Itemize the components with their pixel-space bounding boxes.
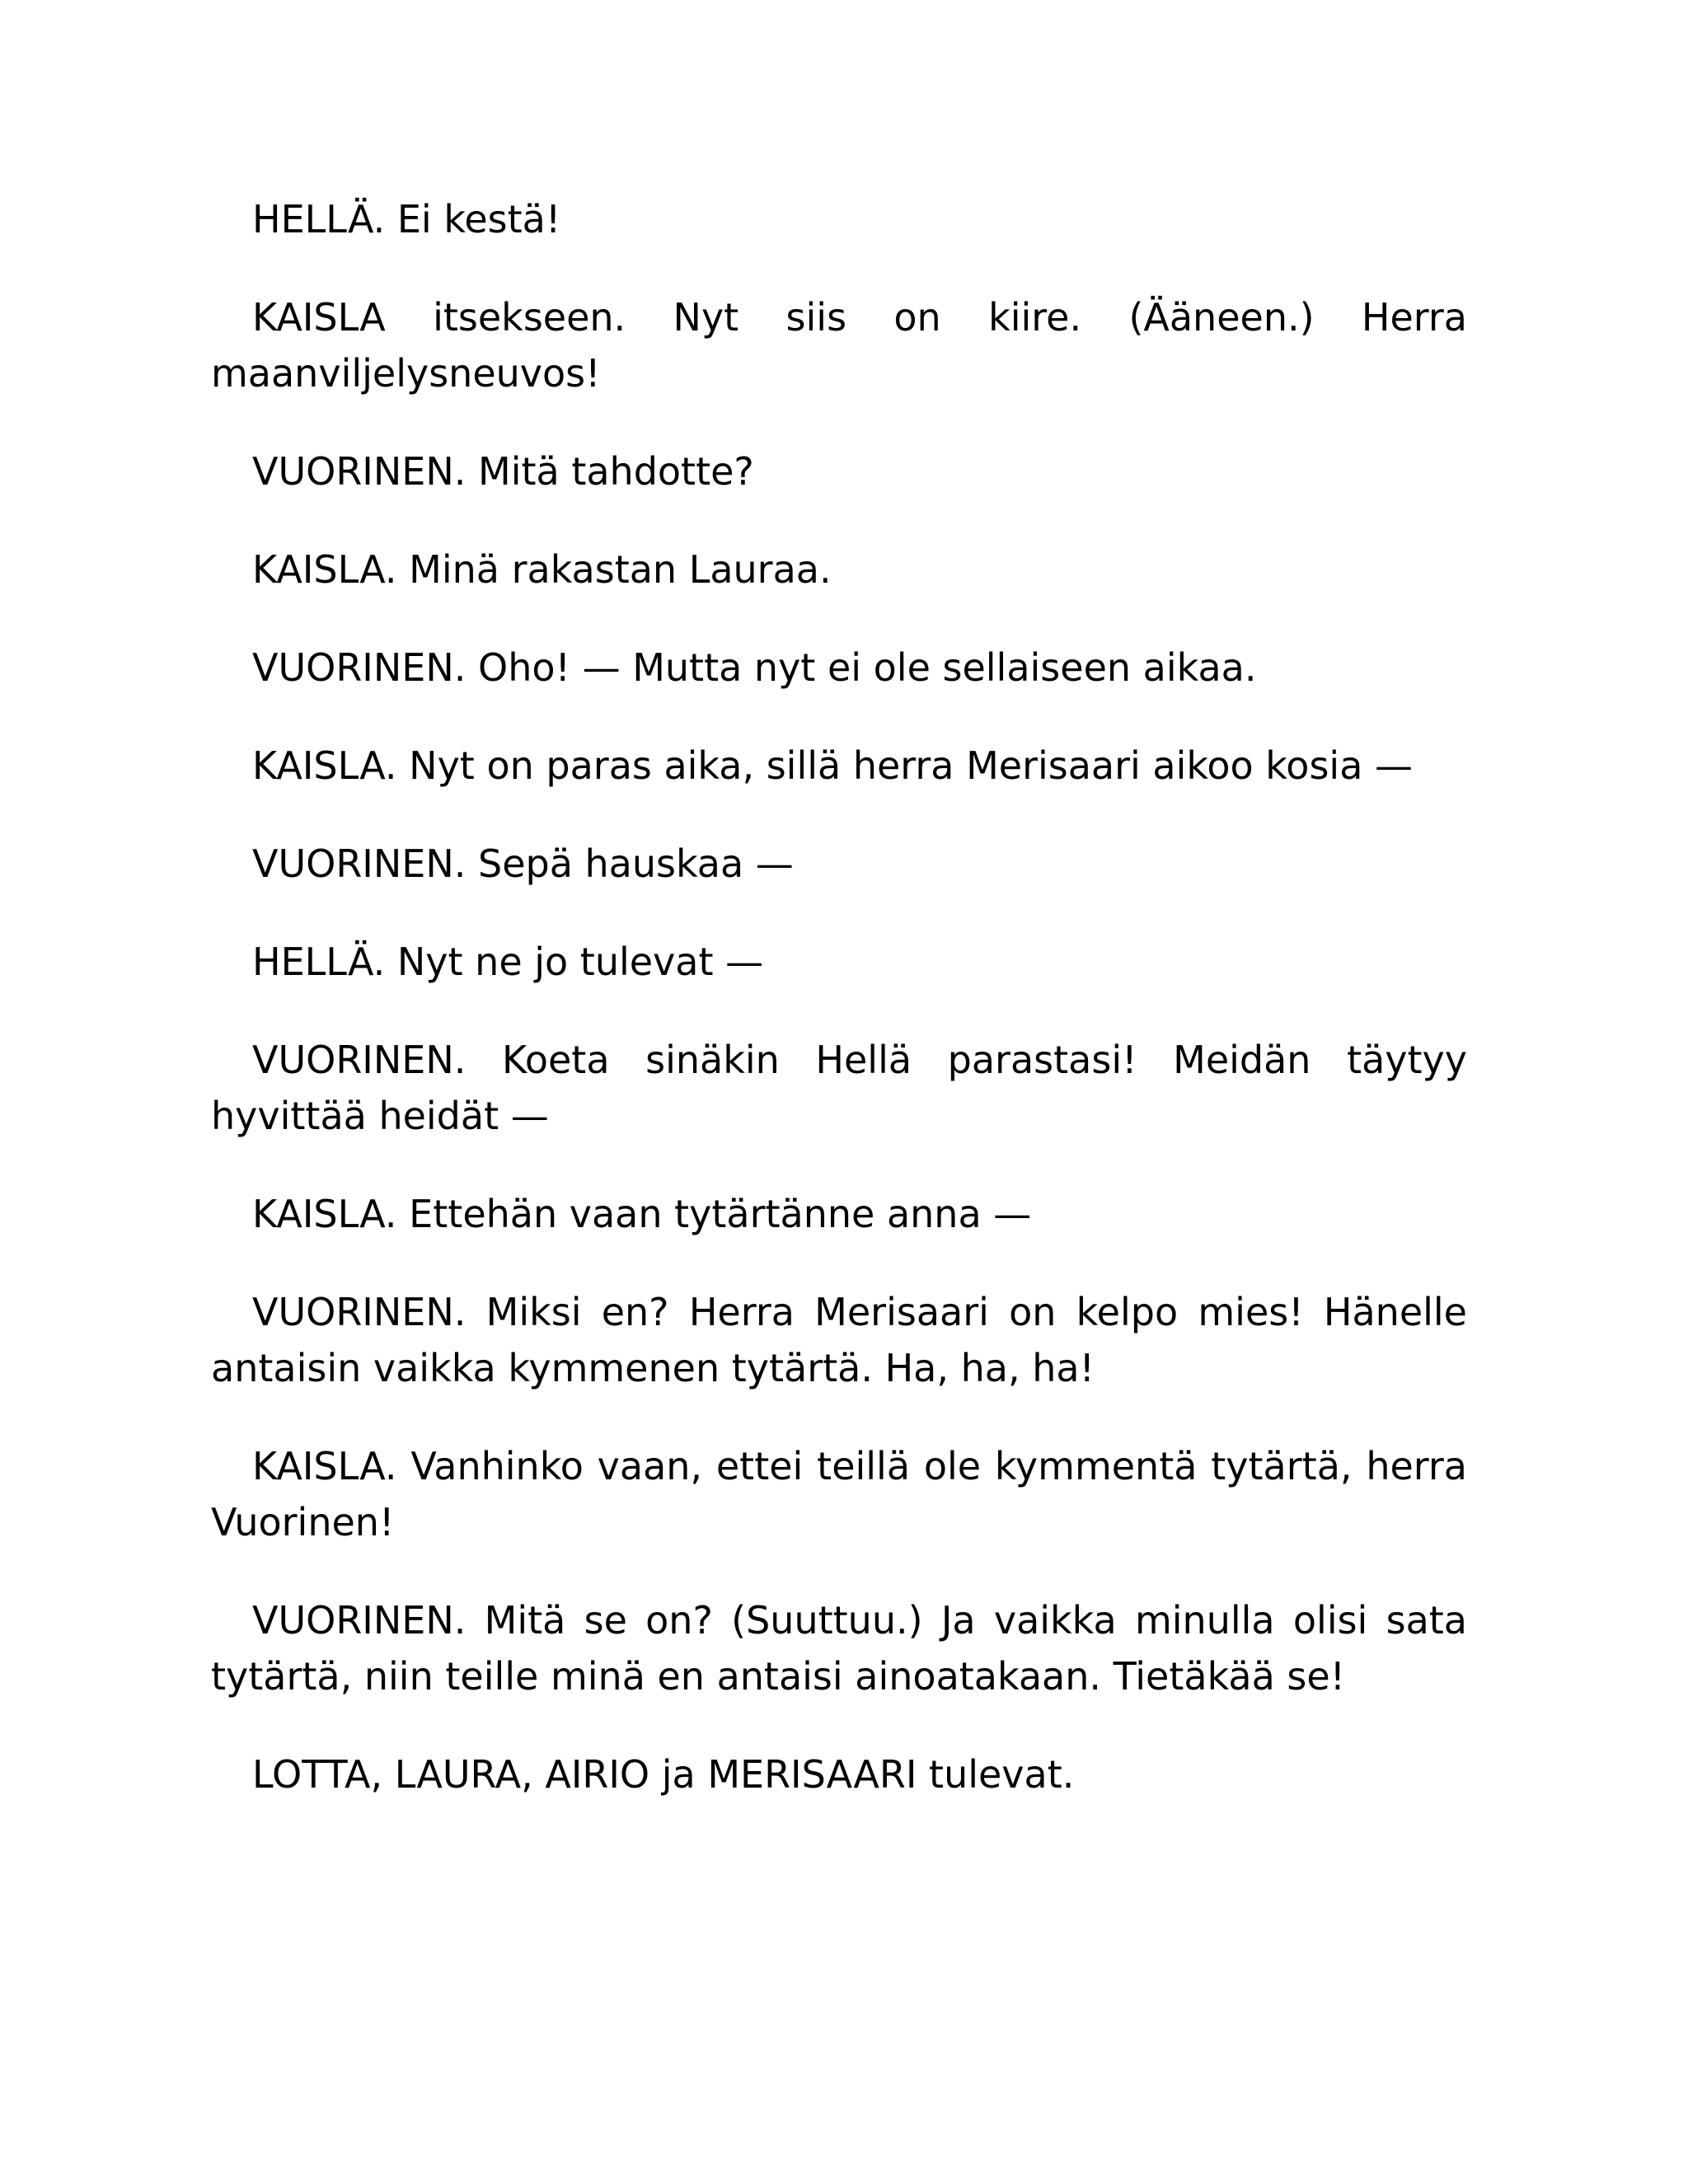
dialogue-line: VUORINEN. Mitä tahdotte? — [252, 449, 754, 494]
dialogue-line: VUORINEN. Mitä se on? (Suuttuu.) Ja vaikka minulla olisi sata tytärtä, niin teille minä en antaisi ainoatakaan. Tietäkää se! — [211, 1598, 1467, 1699]
dialogue-line: VUORINEN. Sepä hauskaa — — [252, 841, 794, 886]
dialogue-line: KAISLA. Minä rakastan Lauraa. — [252, 547, 832, 592]
stage-direction: LOTTA, LAURA, AIRIO ja MERISAARI tulevat. — [252, 1752, 1075, 1797]
dialogue-line: HELLÄ. Ei kestä! — [252, 197, 561, 241]
dialogue-line: VUORINEN. Oho! — Mutta nyt ei ole sellaiseen aikaa. — [252, 645, 1257, 690]
dialogue-line: HELLÄ. Nyt ne jo tulevat — — [252, 940, 764, 984]
play-text — [211, 191, 1467, 1844]
dialogue-line: KAISLA. Vanhinko vaan, ettei teillä ole kymmentä tytärtä, herra Vuorinen! — [211, 1444, 1467, 1544]
dialogue-line: KAISLA. Nyt on paras aika, sillä herra Merisaari aikoo kosia — — [252, 743, 1414, 788]
dialogue-line: KAISLA. Ettehän vaan tytärtänne anna — — [252, 1192, 1032, 1236]
dialogue-line: VUORINEN. Miksi en? Herra Merisaari on kelpo mies! Hänelle antaisin vaikka kymmenen tytärtä. Ha, ha, ha! — [211, 1290, 1467, 1390]
dialogue-line: VUORINEN. Koeta sinäkin Hellä parastasi! Meidän täytyy hyvittää heidät — — [211, 1038, 1467, 1138]
dialogue-line: KAISLA itsekseen. Nyt siis on kiire. (Ääneen.) Herra maanviljelysneuvos! — [211, 295, 1467, 396]
